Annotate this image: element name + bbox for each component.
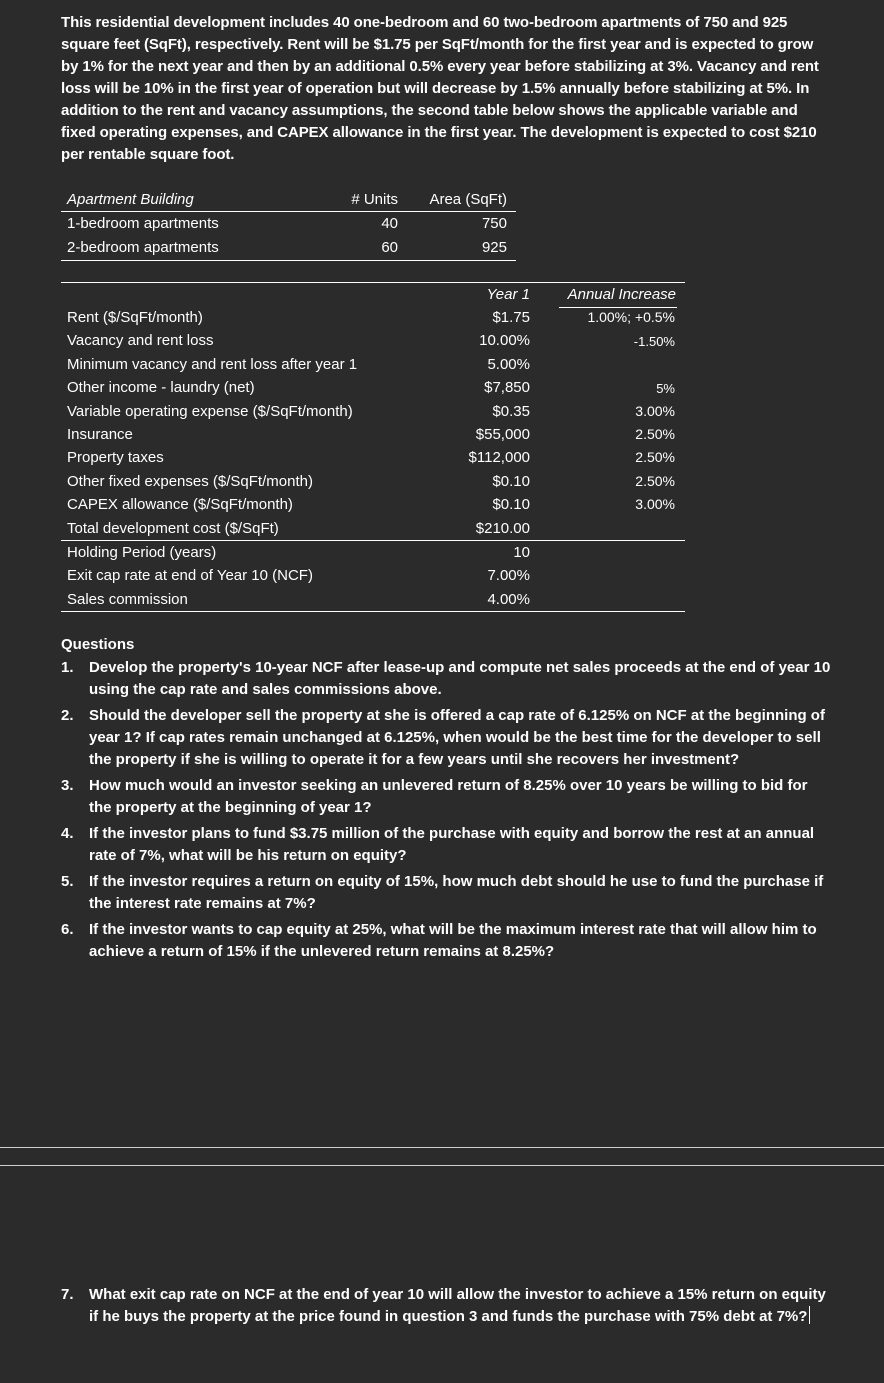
table-row <box>61 212 516 236</box>
row-year1: $7,850 <box>484 379 530 397</box>
divider <box>0 1165 884 1166</box>
list-item <box>61 705 831 771</box>
apartment-name: 2-bedroom apartments <box>67 239 219 256</box>
question-text: If the investor plans to fund $3.75 million of the purchase with equity and borrow the rest at an annual rate of 7%, what will be his return on equity? <box>89 825 815 864</box>
row-year1: $210.00 <box>475 519 530 537</box>
row-year1: $0.10 <box>492 472 530 490</box>
header-apartment-building: Apartment Building <box>67 191 194 208</box>
row-annual: -1.50% <box>633 334 675 350</box>
table-row <box>61 564 685 587</box>
apartment-table-header <box>61 188 516 212</box>
row-year1: $55,000 <box>475 425 530 443</box>
list-item[interactable] <box>61 1284 831 1328</box>
row-annual: 2.50% <box>635 425 675 442</box>
row-year1: 10.00% <box>479 332 530 350</box>
row-annual: 2.50% <box>635 472 675 489</box>
table-row <box>61 493 685 516</box>
divider <box>0 1147 884 1148</box>
intro-paragraph <box>61 12 831 166</box>
question-text: If the investor requires a return on equity of 15%, how much debt should he use to fund the purchase if the interest rate remains at 7%? <box>89 873 824 912</box>
row-label: Vacancy and rent loss <box>67 332 214 350</box>
list-item <box>61 657 831 701</box>
question-number: 7. <box>61 1286 74 1303</box>
text-cursor <box>809 1306 810 1324</box>
row-label: Property taxes <box>67 449 164 467</box>
row-label: Minimum vacancy and rent loss after year 1 <box>67 355 358 373</box>
header-units: # Units <box>351 191 398 208</box>
row-year1: 4.00% <box>487 590 530 608</box>
list-item <box>61 871 831 915</box>
row-year1: 5.00% <box>487 355 530 373</box>
apartment-units: 40 <box>381 215 398 232</box>
question-text: If the investor wants to cap equity at 25%, what will be the maximum interest rate that will allow him to achieve a return of 15% if the unlevered return remains at 8.25%? <box>89 921 817 960</box>
questions-section <box>61 636 831 967</box>
row-year1: 10 <box>513 543 530 561</box>
question-number: 6. <box>61 921 74 938</box>
table-row <box>61 353 685 376</box>
table-row <box>61 306 685 329</box>
row-year1: 7.00% <box>487 567 530 585</box>
table-row <box>61 400 685 423</box>
row-label: Exit cap rate at end of Year 10 (NCF) <box>67 567 313 585</box>
row-annual: 5% <box>656 381 675 397</box>
question-number: 5. <box>61 873 74 890</box>
row-year1: $112,000 <box>468 449 530 467</box>
assumptions-table <box>61 282 685 612</box>
apartment-table <box>61 188 516 261</box>
row-label: Other income - laundry (net) <box>67 379 255 397</box>
row-annual: 2.50% <box>635 449 675 466</box>
table-row <box>61 236 516 261</box>
question-text: Should the developer sell the property at she is offered a cap rate of 6.125% on NCF at the beginning of year 1? If cap rates remain unchanged at 6.125%, when would be the best time for the developer to sell the property if she is willing to operate it for a few years until she recovers her investment? <box>89 707 825 768</box>
row-label: Sales commission <box>67 590 188 608</box>
apartment-area: 750 <box>481 215 507 232</box>
question-7[interactable] <box>61 1284 831 1332</box>
row-annual: 3.00% <box>635 496 675 513</box>
row-label: Other fixed expenses ($/SqFt/month) <box>67 472 313 490</box>
row-label: Insurance <box>67 425 133 443</box>
list-item <box>61 919 831 963</box>
table-row <box>61 540 685 564</box>
table-row <box>61 423 685 446</box>
question-number: 3. <box>61 777 74 794</box>
header-area: Area (SqFt) <box>429 191 507 208</box>
intro-text: This residential development includes 40 one-bedroom and 60 two-bedroom apartments of 750 and 925 square feet (SqFt), respectively. Rent will be $1.75 per SqFt/month for the first year and is expected to grow by 1% for the next year and then by an additional 0.5% every year before stabilizing at 3%. Vacancy and rent loss will be 10% in the first year of operation but will decrease by 1.5% annually before stabilizing at 5%. In addition to the rent and vacancy assumptions, the second table below shows the applicable variable and fixed operating expenses, and CAPEX allowance in the first year. The development is expected to cost $210 per rentable square foot. <box>61 14 819 163</box>
row-annual: 3.00% <box>635 402 675 419</box>
header-annual-increase: Annual Increase <box>567 286 676 303</box>
apartment-units: 60 <box>381 239 398 256</box>
questions-title: Questions <box>61 636 135 653</box>
row-year1: $0.35 <box>492 402 530 420</box>
list-item <box>61 775 831 819</box>
row-year1: $0.10 <box>492 496 530 514</box>
list-item <box>61 823 831 867</box>
question-text: How much would an investor seeking an unlevered return of 8.25% over 10 years be willing to bid for the property at the beginning of year 1? <box>89 777 808 816</box>
question-text[interactable]: What exit cap rate on NCF at the end of year 10 will allow the investor to achieve a 15% return on equity if he buys the property at the price found in question 3 and funds the purchase with 75% debt at 7%? <box>89 1286 826 1325</box>
table-row <box>61 588 685 612</box>
table-row <box>61 446 685 469</box>
assumptions-table-header <box>61 283 685 306</box>
row-label: Rent ($/SqFt/month) <box>67 309 203 326</box>
questions-list <box>61 657 831 963</box>
header-year-1: Year 1 <box>486 286 530 303</box>
row-label: Variable operating expense ($/SqFt/month) <box>67 402 353 420</box>
row-annual: 1.00%; +0.5% <box>587 309 675 325</box>
row-label: CAPEX allowance ($/SqFt/month) <box>67 496 293 514</box>
question-number: 4. <box>61 825 74 842</box>
table-row <box>61 329 685 352</box>
table-row <box>61 470 685 493</box>
row-year1: $1.75 <box>492 309 530 326</box>
table-row <box>61 517 685 540</box>
apartment-area: 925 <box>481 239 507 256</box>
apartment-name: 1-bedroom apartments <box>67 215 219 232</box>
question-number: 1. <box>61 659 74 676</box>
table-row <box>61 376 685 399</box>
row-label: Total development cost ($/SqFt) <box>67 519 279 537</box>
question-number: 2. <box>61 707 74 724</box>
row-label: Holding Period (years) <box>67 543 217 561</box>
question-text: Develop the property's 10-year NCF after lease-up and compute net sales proceeds at the end of year 10 using the cap rate and sales commissions above. <box>89 659 831 698</box>
